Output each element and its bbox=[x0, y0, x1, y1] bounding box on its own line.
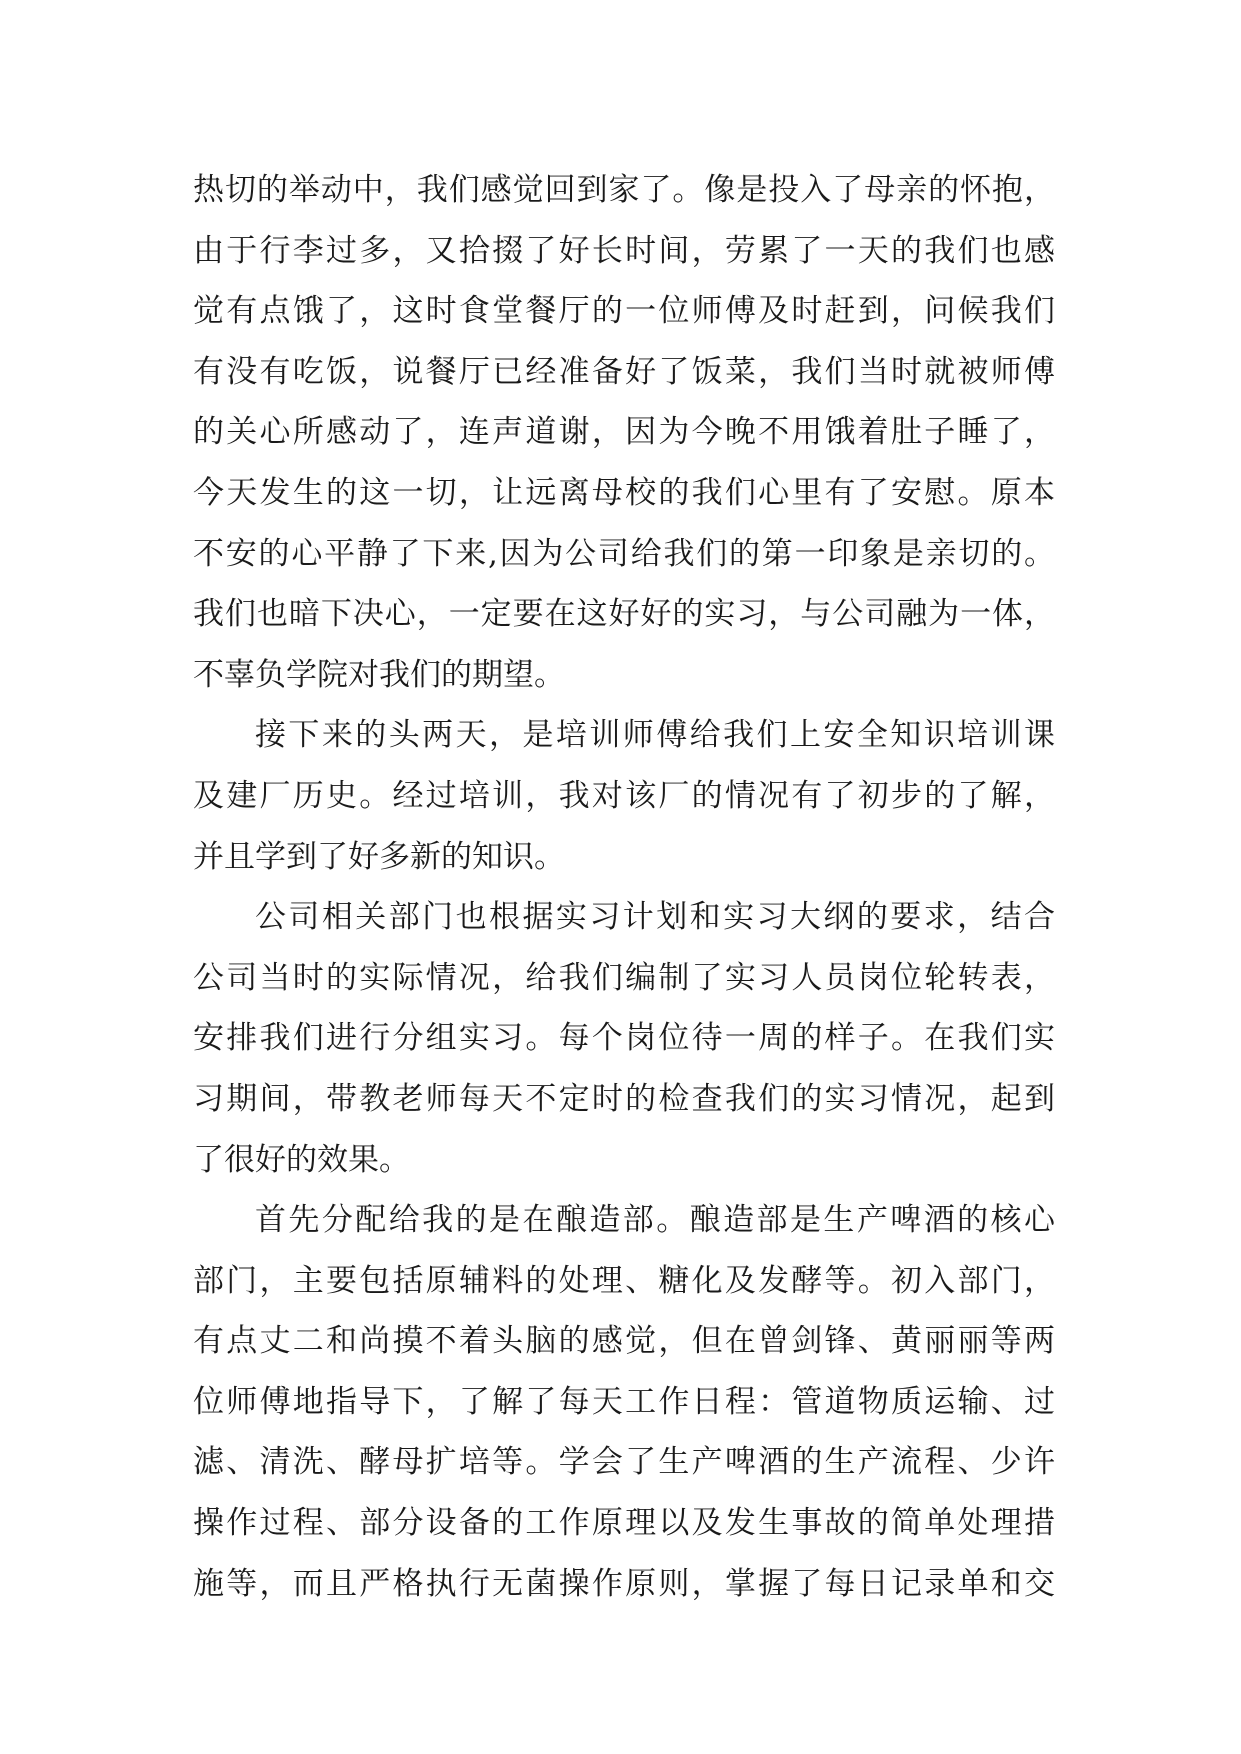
text-line: 及建厂历史。经过培训，我对该厂的情况有了初步的了解， bbox=[193, 777, 1055, 814]
text-line: 不辜负学院对我们的期望。 bbox=[193, 656, 565, 693]
text-line: 习期间，带教老师每天不定时的检查我们的实习情况，起到 bbox=[193, 1080, 1055, 1117]
text-line: 有点丈二和尚摸不着头脑的感觉，但在曾剑锋、黄丽丽等两 bbox=[193, 1323, 1055, 1360]
text-line: 的关心所感动了，连声道谢，因为今晚不用饿着肚子睡了， bbox=[193, 414, 1055, 451]
text-line: 安排我们进行分组实习。每个岗位待一周的样子。在我们实 bbox=[193, 1020, 1055, 1057]
text-line: 操作过程、部分设备的工作原理以及发生事故的简单处理措 bbox=[193, 1505, 1055, 1542]
text-line: 公司当时的实际情况，给我们编制了实习人员岗位轮转表， bbox=[193, 959, 1055, 996]
text-line: 滤、清洗、酵母扩培等。学会了生产啤酒的生产流程、少许 bbox=[193, 1444, 1055, 1481]
text-line: 有没有吃饭，说餐厅已经准备好了饭菜，我们当时就被师傅 bbox=[193, 353, 1055, 390]
text-line: 并且学到了好多新的知识。 bbox=[193, 838, 565, 875]
text-line: 由于行李过多，又拾掇了好长时间，劳累了一天的我们也感 bbox=[193, 232, 1055, 269]
text-line: 部门，主要包括原辅料的处理、糖化及发酵等。初入部门， bbox=[193, 1262, 1055, 1299]
text-line: 施等，而且严格执行无菌操作原则，掌握了每日记录单和交 bbox=[193, 1565, 1055, 1602]
text-line: 今天发生的这一切，让远离母校的我们心里有了安慰。原本 bbox=[193, 474, 1055, 511]
text-line: 首先分配给我的是在酿造部。酿造部是生产啤酒的核心 bbox=[255, 1202, 1055, 1239]
text-line: 了很好的效果。 bbox=[193, 1141, 410, 1178]
text-line: 不安的心平静了下来,因为公司给我们的第一印象是亲切的。 bbox=[193, 535, 1055, 572]
text-line: 觉有点饿了，这时食堂餐厅的一位师傅及时赶到，问候我们 bbox=[193, 293, 1055, 330]
text-line: 我们也暗下决心，一定要在这好好的实习，与公司融为一体， bbox=[193, 596, 1055, 633]
text-line: 位师傅地指导下，了解了每天工作日程：管道物质运输、过 bbox=[193, 1383, 1055, 1420]
text-line: 公司相关部门也根据实习计划和实习大纲的要求，结合 bbox=[255, 899, 1055, 936]
document-body bbox=[193, 160, 1055, 1614]
text-line: 接下来的头两天，是培训师傅给我们上安全知识培训课 bbox=[255, 717, 1055, 754]
text-line: 热切的举动中，我们感觉回到家了。像是投入了母亲的怀抱， bbox=[193, 172, 1055, 208]
